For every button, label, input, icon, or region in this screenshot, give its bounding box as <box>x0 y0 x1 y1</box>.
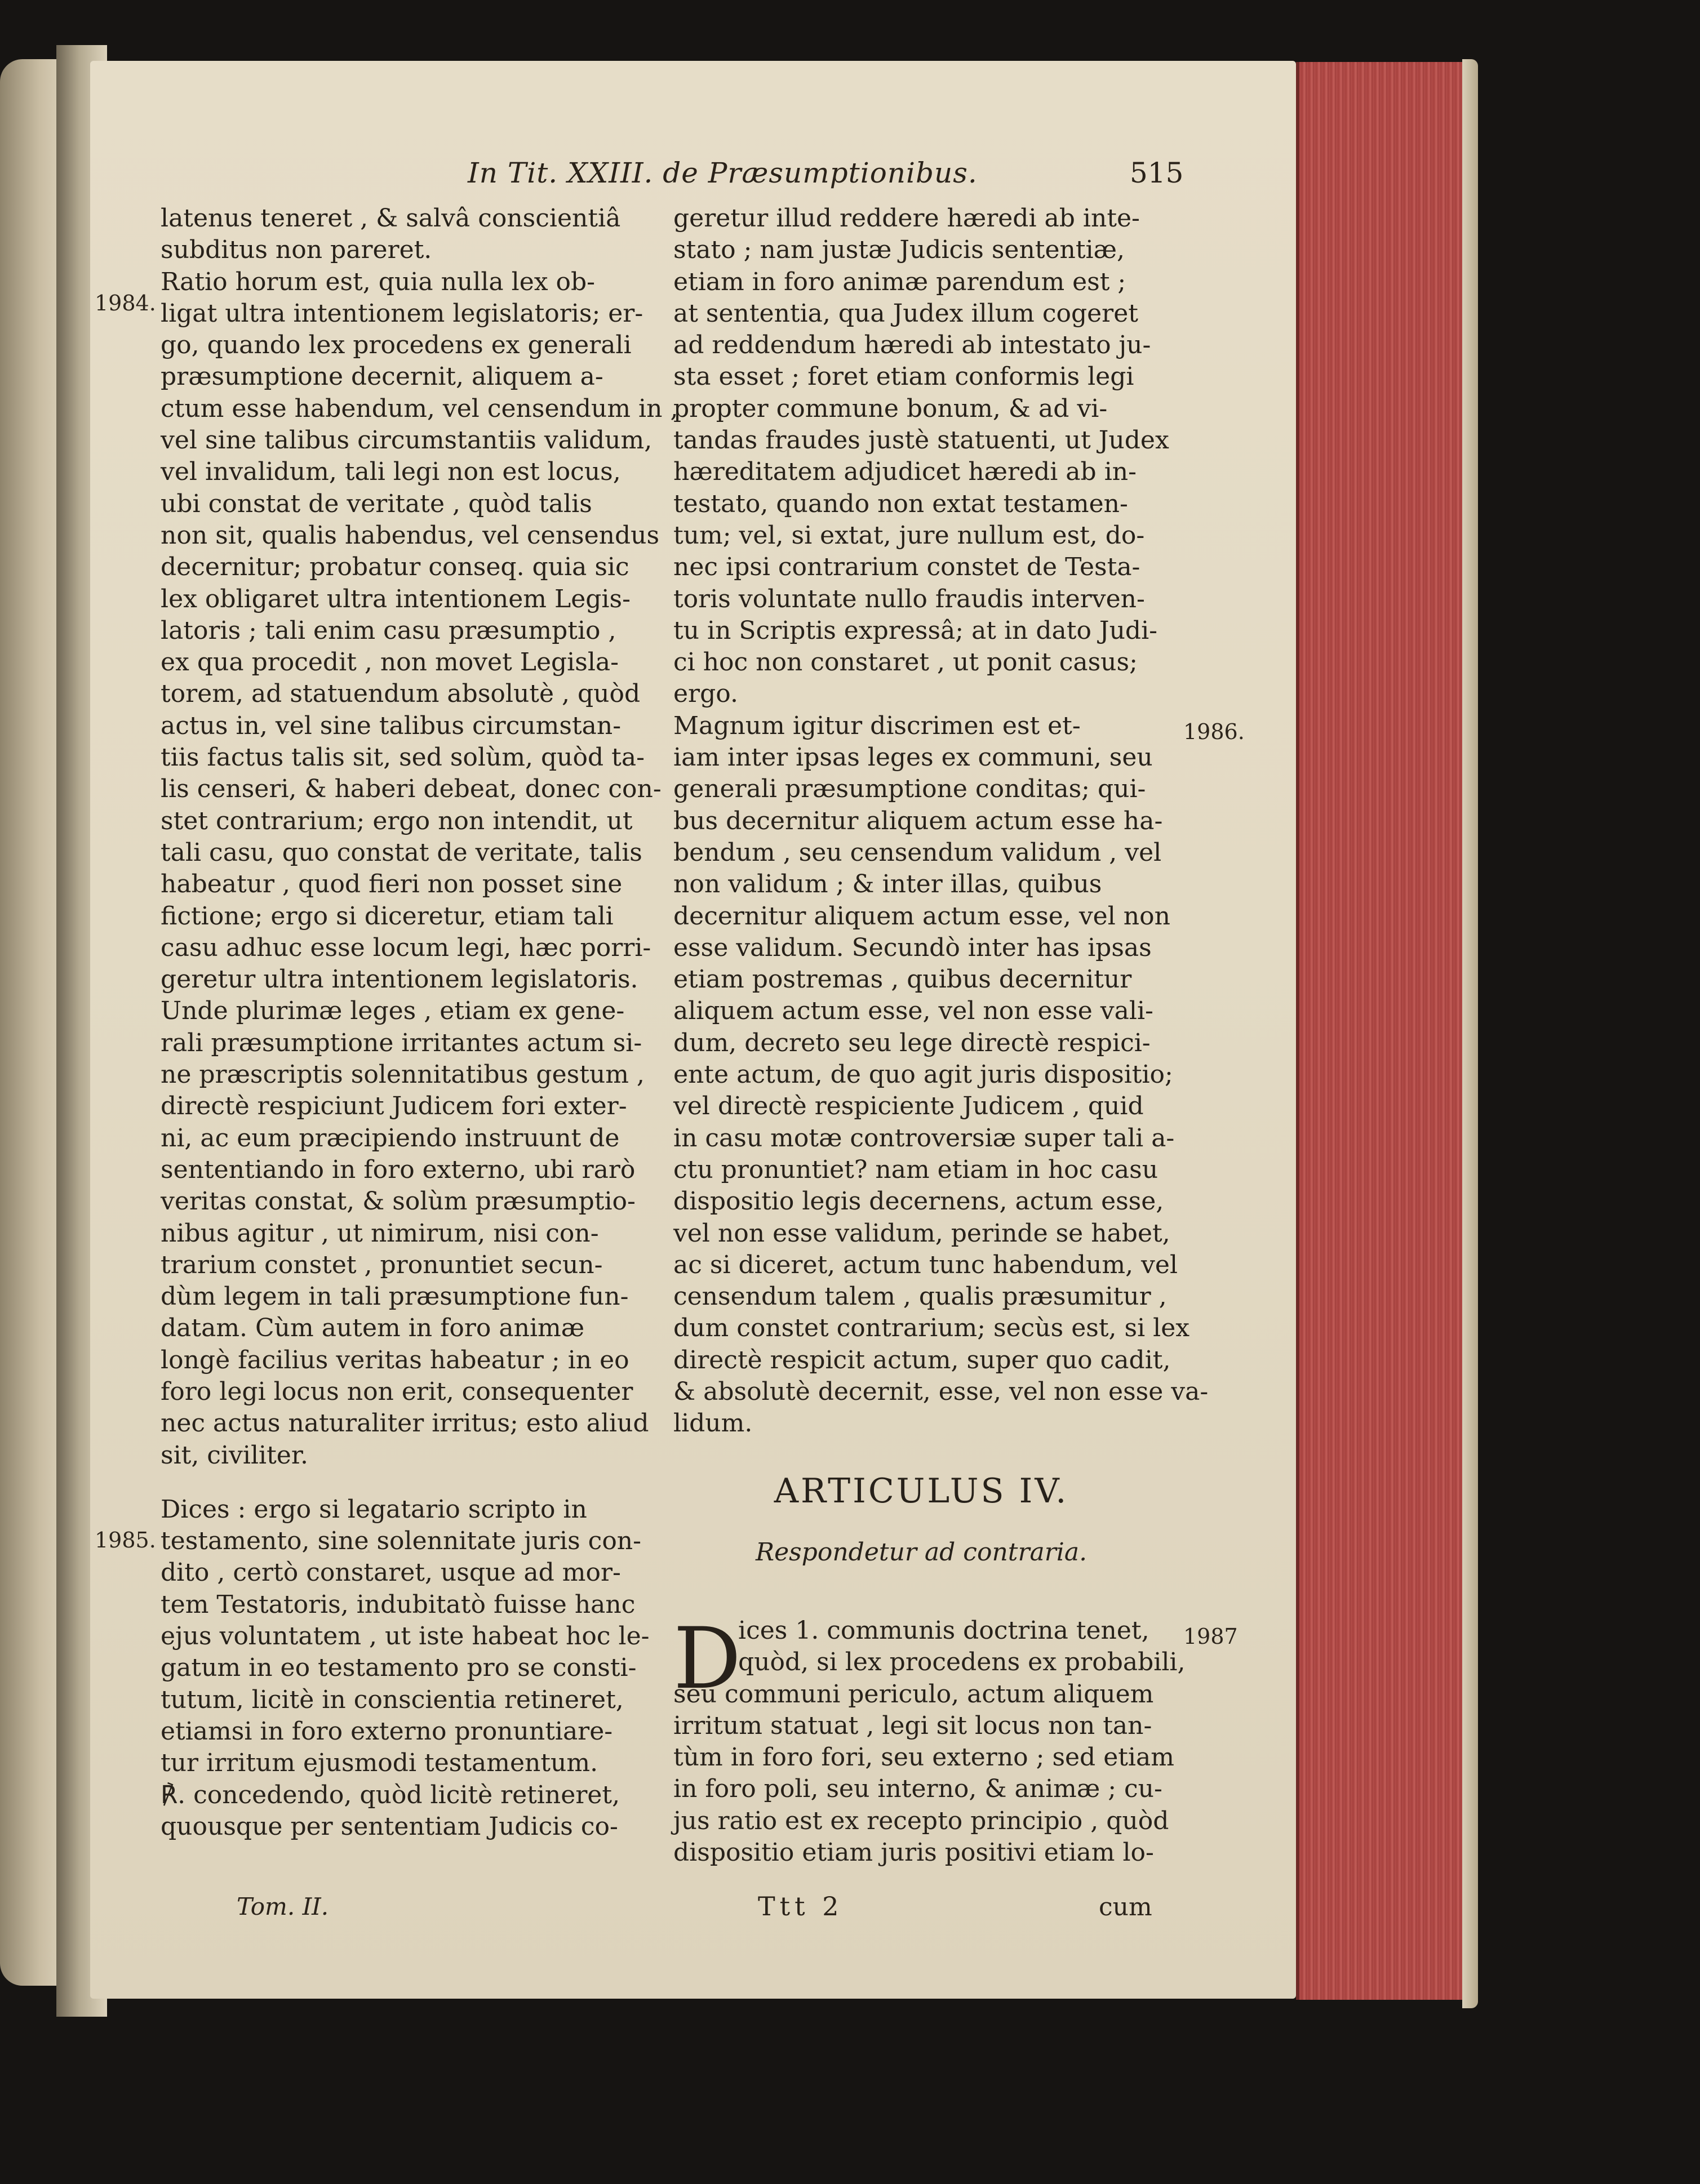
text-line: nec ipsi contrarium constet de Testa- <box>673 553 1140 582</box>
right-column <box>673 203 1209 1440</box>
text-line: non sit, qualis habendus, vel censendus <box>161 521 660 550</box>
drop-cap: D <box>673 1610 742 1708</box>
text-line: nibus agitur , ut nimirum, nisi con- <box>161 1218 599 1248</box>
text-line: veritas constat, & solùm præsumptio- <box>161 1187 636 1216</box>
text-line: ex qua procedit , non movet Legisla- <box>161 648 619 677</box>
page-number: 515 <box>1130 157 1184 189</box>
right-column-article <box>673 1610 1186 1869</box>
text-line: rali præsumptione irritantes actum si- <box>161 1028 642 1057</box>
text-line: ergo. <box>673 679 738 709</box>
text-line: lex obligaret ultra intentionem Legis- <box>161 584 631 613</box>
text-line: Magnum igitur discrimen est et- <box>673 711 1081 740</box>
text-line: ligat ultra intentionem legislatoris; er- <box>161 299 643 328</box>
text-line: etiam postremas , quibus decernitur <box>673 965 1132 994</box>
text-line: præsumptione decernit, aliquem a- <box>161 362 603 392</box>
text-line: lis censeri, & haberi debeat, donec con- <box>161 775 662 804</box>
text-line: quousque per sententiam Judicis co- <box>161 1812 618 1841</box>
text-line: geretur illud reddere hæredi ab inte- <box>673 204 1140 233</box>
text-line: non validum ; & inter illas, quibus <box>673 870 1102 899</box>
text-line: ices 1. communis doctrina tenet, <box>738 1616 1149 1645</box>
text-line: censendum talem , qualis præsumitur , <box>673 1282 1167 1311</box>
text-line: tiis factus talis sit, sed solùm, quòd ta- <box>161 743 645 772</box>
text-line: directè respiciunt Judicem fori exter- <box>161 1092 627 1121</box>
article-title: ARTICULUS IV. <box>774 1471 1069 1511</box>
text-line: stet contrarium; ergo non intendit, ut <box>161 806 633 835</box>
text-line: iam inter ipsas leges ex communi, seu <box>673 743 1153 772</box>
text-line: geretur ultra intentionem legislatoris. <box>161 965 638 994</box>
right-column-block <box>673 203 1209 1440</box>
text-line: generali præsumptione conditas; qui- <box>673 775 1146 804</box>
catchword: cum <box>1099 1893 1152 1921</box>
text-line: ctum esse habendum, vel censendum in , <box>161 394 678 423</box>
text-line: fictione; ergo si diceretur, etiam tali <box>161 901 614 931</box>
text-line: dispositio legis decernens, actum esse, <box>673 1187 1164 1216</box>
text-line: directè respicit actum, super quo cadit, <box>673 1345 1171 1375</box>
text-line: latoris ; tali enim casu præsumptio , <box>161 616 616 645</box>
text-line: lidum. <box>673 1409 753 1438</box>
text-line: toris voluntate nullo fraudis interven- <box>673 584 1145 613</box>
text-line: & absolutè decernit, esse, vel non esse va- <box>673 1377 1209 1406</box>
text-line: Dices : ergo si legatario scripto in <box>161 1494 587 1524</box>
text-line: tandas fraudes justè statuenti, ut Judex <box>673 426 1169 455</box>
margin-number: 1985. <box>95 1528 156 1553</box>
text-line: tu in Scriptis expressâ; at in dato Judi- <box>673 616 1158 645</box>
text-line: Unde plurimæ leges , etiam ex gene- <box>161 997 625 1026</box>
text-line: ci hoc non constaret , ut ponit casus; <box>673 648 1138 677</box>
text-line: foro legi locus non erit, consequenter <box>161 1377 633 1406</box>
text-line: tur irritum ejusmodi testamentum. <box>161 1749 598 1778</box>
text-line: trarium constet , pronuntiet secun- <box>161 1250 603 1279</box>
text-line: etiamsi in foro externo pronuntiare- <box>161 1716 613 1746</box>
cover-edge <box>1462 59 1478 2008</box>
text-line: vel sine talibus circumstantiis validum, <box>161 426 653 455</box>
margin-number: 1984. <box>95 291 156 315</box>
text-line: Ratio horum est, quia nulla lex ob- <box>161 267 596 296</box>
text-line: bus decernitur aliquem actum esse ha- <box>673 806 1163 835</box>
text-line: ad reddendum hæredi ab intestato ju- <box>673 331 1151 360</box>
text-line: dùm legem in tali præsumptione fun- <box>161 1282 629 1311</box>
text-line: testato, quando non extat testamen- <box>673 489 1128 518</box>
margin-number: 1986. <box>1183 719 1245 744</box>
margin-number: 1987 <box>1183 1624 1238 1649</box>
text-line: jus ratio est ex recepto principio , quòd <box>673 1806 1169 1835</box>
text-line: ℟. concedendo, quòd licitè retineret, <box>161 1780 620 1809</box>
text-line: ne præscriptis solennitatibus gestum , <box>161 1060 645 1089</box>
text-line: sententiando in foro externo, ubi rarò <box>161 1155 636 1184</box>
text-line: datam. Cùm autem in foro animæ <box>161 1314 585 1343</box>
text-line: tem Testatoris, indubitatò fuisse hanc <box>161 1590 636 1619</box>
left-column-block <box>161 203 678 1471</box>
text-line: propter commune bonum, & ad vi- <box>673 394 1108 423</box>
text-line: actus in, vel sine talibus circumstan- <box>161 711 622 740</box>
text-line: irritum statuat , legi sit locus non tan- <box>673 1711 1152 1740</box>
text-line: casu adhuc esse locum legi, hæc porri- <box>161 933 651 962</box>
text-line: gatum in eo testamento pro se consti- <box>161 1653 637 1683</box>
text-line: torem, ad statuendum absolutè , quòd <box>161 679 641 709</box>
text-line: sit, civiliter. <box>161 1440 309 1470</box>
text-line: bendum , seu censendum validum , vel <box>673 838 1162 867</box>
text-line: subditus non pareret. <box>161 235 432 265</box>
text-line: ctu pronuntiet? nam etiam in hoc casu <box>673 1155 1159 1184</box>
text-line: tum; vel, si extat, jure nullum est, do- <box>673 521 1145 550</box>
signature-mark: Ttt 2 <box>758 1891 844 1921</box>
text-line: hæreditatem adjudicet hæredi ab in- <box>673 457 1137 487</box>
text-line: testamento, sine solennitate juris con- <box>161 1527 642 1556</box>
volume-mark: Tom. II. <box>237 1893 329 1920</box>
text-line: aliquem actum esse, vel non esse vali- <box>673 997 1153 1026</box>
text-line: at sententia, qua Judex illum cogeret <box>673 299 1138 328</box>
text-line: ejus voluntatem , ut iste habeat hoc le- <box>161 1622 650 1651</box>
text-line: quòd, si lex procedens ex probabili, <box>738 1648 1186 1677</box>
left-column <box>161 203 678 1843</box>
text-line: ubi constat de veritate , quòd talis <box>161 489 592 518</box>
running-title: In Tit. XXIII. de Præsumptionibus. <box>468 157 978 189</box>
text-line: nec actus naturaliter irritus; esto aliud <box>161 1409 649 1438</box>
text-line: stato ; nam justæ Judicis sententiæ, <box>673 235 1125 265</box>
text-line: longè facilius veritas habeatur ; in eo <box>161 1345 629 1375</box>
article-subtitle: Respondetur ad contraria. <box>755 1538 1088 1567</box>
text-line: latenus teneret , & salvâ conscientiâ <box>161 204 621 233</box>
text-line: ente actum, de quo agit juris dispositio; <box>673 1060 1173 1089</box>
text-line: in foro poli, seu interno, & animæ ; cu- <box>673 1774 1162 1804</box>
text-line: tali casu, quo constat de veritate, talis <box>161 838 642 867</box>
text-line: dito , certò constaret, usque ad mor- <box>161 1558 621 1587</box>
text-line: vel non esse validum, perinde se habet, <box>673 1218 1170 1248</box>
text-line: go, quando lex procedens ex generali <box>161 331 632 360</box>
text-line: tùm in foro fori, seu externo ; sed etiam <box>673 1743 1174 1772</box>
text-line: decernitur aliquem actum esse, vel non <box>673 901 1170 931</box>
red-fore-edge <box>1296 62 1474 2000</box>
text-line: tutum, licitè in conscientia retineret, <box>161 1685 624 1714</box>
text-line: sta esset ; foret etiam conformis legi <box>673 362 1134 392</box>
text-line: habeatur , quod fieri non posset sine <box>161 870 623 899</box>
text-line: dum, decreto seu lege directè respici- <box>673 1028 1151 1057</box>
text-line: etiam in foro animæ parendum est ; <box>673 267 1126 296</box>
text-line: in casu motæ controversiæ super tali a- <box>673 1123 1175 1153</box>
text-line: seu communi periculo, actum aliquem <box>673 1679 1154 1709</box>
left-column-block <box>161 1494 650 1843</box>
text-line: dispositio etiam juris positivi etiam lo- <box>673 1838 1154 1867</box>
text-line: ac si diceret, actum tunc habendum, vel <box>673 1250 1178 1279</box>
text-line: vel invalidum, tali legi non est locus, <box>161 457 621 487</box>
text-line: esse validum. Secundò inter has ipsas <box>673 933 1152 962</box>
right-column-block <box>673 1610 1186 1869</box>
text-line: decernitur; probatur conseq. quia sic <box>161 553 629 582</box>
text-line: dum constet contrarium; secùs est, si lex <box>673 1314 1190 1343</box>
text-line: vel directè respiciente Judicem , quid <box>673 1092 1144 1121</box>
text-line: ni, ac eum præcipiendo instruunt de <box>161 1123 620 1153</box>
